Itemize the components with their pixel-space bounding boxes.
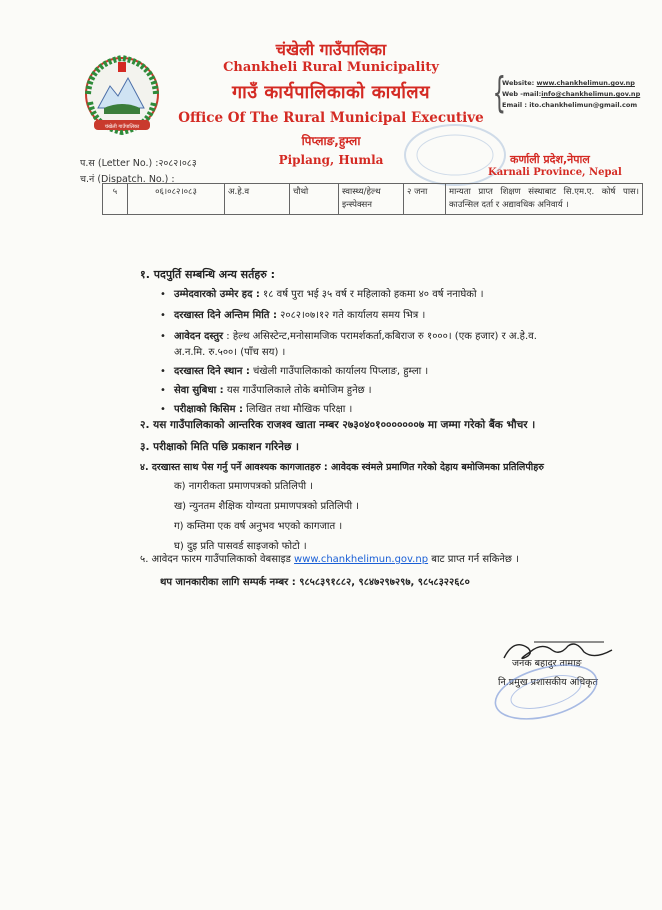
section-3: ३. परीक्षाको मिति पछि प्रकाशन गरिनेछ । (140, 441, 299, 453)
email-value[interactable]: ito.chankhelimun@gmail.com (529, 101, 638, 109)
item-label: दरखास्त दिने स्थान : (174, 366, 250, 377)
cell-code: ०६।०८२।०८३ (128, 184, 225, 215)
item-text: २०८२।०७।१२ गते कार्यालय समय भित्र । (277, 310, 426, 321)
webmail-link[interactable]: info@chankhelimun.gov.np (541, 90, 641, 98)
list-item (174, 365, 428, 379)
table-row (103, 184, 643, 215)
contact-block (502, 78, 640, 111)
item-label: आवेदन दस्तुर (174, 331, 224, 342)
province-np: कर्णाली प्रदेश,नेपाल (510, 153, 590, 166)
list-item (174, 330, 537, 344)
np-place: पिप्लाङ,हुम्ला (301, 134, 361, 148)
contact-line: थप जानकारीका लागि सम्पर्क नम्बर : ९८५८३९१८८२, ९८४७२९७२९७, ९८५८३२२६८० (160, 577, 470, 588)
stamp-watermark-icon (400, 120, 510, 190)
cell-count: २ जना (404, 184, 446, 215)
list-item: घ) दुइ प्रति पासवर्ड साइजको फोटो । (174, 541, 307, 552)
dispatch-number: च.नं (Dispatch. No.) : (80, 174, 175, 185)
item-label: परीक्षाको किसिम : (174, 404, 243, 415)
list-item (174, 384, 372, 398)
section-2: २. यस गाउँपालिकाको आन्तरिक राजश्व खाता नम्बर २७३०४०१०००००००७ मा जम्मा गरेको बैंक भौचर । (140, 419, 536, 431)
province-en: Karnali Province, Nepal (488, 167, 622, 178)
item-text: १८ वर्ष पुरा भई ३५ वर्ष र महिलाको हकमा ४० वर्ष ननाघेको । (259, 289, 484, 300)
list-item: ख) न्युनतम शैक्षिक योग्यता प्रमाणपत्रको प्रतिलिपी । (174, 501, 360, 512)
official-stamp-icon (486, 660, 606, 720)
cell-post: अ.हे.व (225, 184, 290, 215)
website-link[interactable]: www.chankhelimun.gov.np (536, 79, 635, 87)
cell-level: चौथो (290, 184, 339, 215)
en-office: Office Of The Rural Municipal Executive (178, 110, 484, 126)
np-title: चंखेली गाउँपालिका (275, 40, 387, 59)
item-label: सेवा सुबिधा : (174, 385, 224, 396)
section-5-pre: ५. आवेदन फारम गाउँपालिकाको वेबसाइड (140, 554, 295, 565)
list-item (174, 288, 484, 302)
webmail-label: Web -mail: (502, 90, 542, 98)
signatory-name: जनक बहादुर तामाङ (512, 658, 582, 669)
list-item (174, 309, 425, 323)
cell-sn: ५ (103, 184, 128, 215)
brace-icon: { (492, 68, 507, 117)
en-title: Chankheli Rural Municipality (223, 60, 439, 75)
letter-number: प.स (Letter No.) :२०८२।०८३ (80, 158, 197, 169)
list-item (174, 346, 285, 360)
website-label: Website: (502, 79, 535, 87)
item-text: चंखेली गाउँपालिकाको कार्यालय पिप्लाङ, हुम्ला । (249, 366, 429, 377)
list-item: ग) कम्तिमा एक वर्ष अनुभव भएको कागजात । (174, 521, 343, 532)
list-item (174, 403, 352, 417)
en-place: Piplang, Humla (278, 153, 384, 167)
item-label: दरखास्त दिने अन्तिम मिति : (174, 310, 277, 321)
item-text: अ.न.मि. रु.५००। (पाँच सय) । (174, 347, 286, 358)
section-5 (140, 553, 519, 567)
signatory-designation: नि.प्रमुख प्रशासकीय अधिकृत (498, 677, 598, 688)
np-office: गाउँ कार्यपालिकाको कार्यालय (231, 82, 431, 103)
item-text: : हेल्थ असिस्टेन्ट,मनोसामजिक परामर्शकर्ता,कबिराज रु १०००। (एक हजार) र अ.हे.व. (223, 331, 537, 342)
cell-service: स्वास्थ्य/हेल्थ इन्स्पेक्सन (339, 184, 404, 215)
item-text: यस गाउँपालिकाले तोके बमोजिम हुनेछ । (223, 385, 372, 396)
item-text: लिखित तथा मौखिक परिक्षा । (242, 404, 353, 415)
section-4: ४. दरखास्त साथ पेस गर्नु पर्ने आवश्यक कागजातहरु : आवेदक स्वंमले प्रमाणित गरेको देहाय बमोजिमका प्रतिलिपीहरु (140, 462, 544, 473)
post-table (102, 183, 643, 215)
website-link-inline[interactable]: www.chankhelimun.gov.np (294, 554, 429, 565)
logo-text: चंखेली गाउँपालिका (104, 124, 140, 130)
list-item: क) नागरीकता प्रमाणपत्रको प्रतिलिपी । (174, 481, 314, 492)
email-label: Email : (502, 101, 527, 109)
cell-qualification: मान्यता प्राप्त शिक्षण संस्थाबाट सि.एम.ए. कोर्ष पास।काउन्सिल दर्ता र अद्यावधिक अनिवार्य । (446, 184, 643, 215)
section-1-title: १. पदपुर्ति सम्बन्धि अन्य सर्तहरु : (140, 268, 276, 281)
item-label: उम्मेदवारको उम्मेर हद : (174, 289, 260, 300)
section-5-post: बाट प्राप्त गर्न सकिनेछ । (428, 554, 519, 565)
